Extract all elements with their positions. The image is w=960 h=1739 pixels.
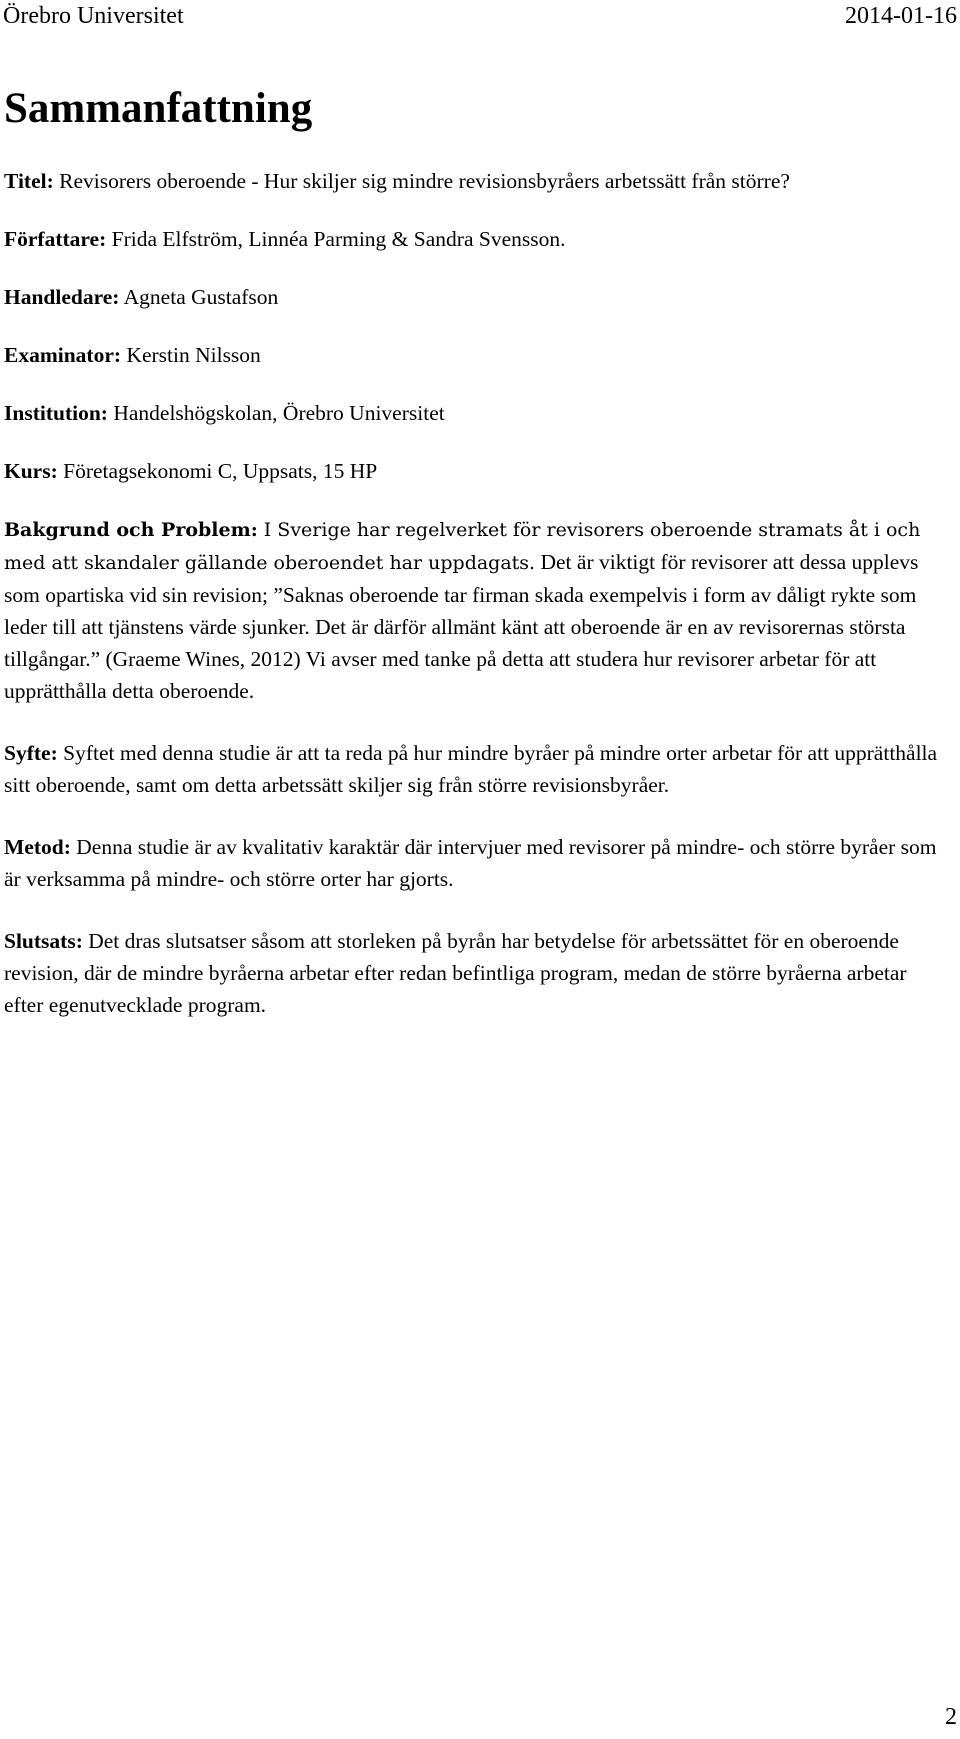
meta-examiner-label: Examinator: bbox=[4, 343, 122, 367]
background-label: Bakgrund och Problem: bbox=[4, 519, 258, 541]
meta-course bbox=[4, 455, 950, 487]
conclusion-text: Det dras slutsatser såsom att storleken på byrån har betydelse för arbetssättet för en oberoende revision, där de mindre byråerna arbetar efter redan befintliga program, medan de större byråerna arbetar efter egenutvecklade program. bbox=[4, 929, 907, 1017]
method-text: Denna studie är av kvalitativ karaktär där intervjuer med revisorer på mindre- och större byråer som är verksamma på mindre- och större orter har gjorts. bbox=[4, 835, 937, 891]
meta-institution-label: Institution: bbox=[4, 401, 108, 425]
header-institution: Örebro Universitet bbox=[3, 3, 184, 29]
meta-authors bbox=[4, 223, 950, 255]
method-label: Metod: bbox=[4, 835, 71, 859]
meta-title bbox=[4, 165, 950, 197]
background-text-part1: I Sverige har regelverket för revisorers oberoende stramats åt i och med att skandaler gällande oberoendet har uppdagats. bbox=[4, 519, 921, 574]
meta-authors-label: Författare: bbox=[4, 227, 107, 251]
meta-authors-text: Frida Elfström, Linnéa Parming & Sandra Svensson. bbox=[106, 227, 566, 251]
meta-supervisor bbox=[4, 281, 950, 313]
summary-body bbox=[4, 165, 950, 1021]
meta-examiner bbox=[4, 339, 950, 371]
background-text-part2: Det är viktigt för revisorer att dessa upplevs som opartiska vid sin revision; ”Saknas oberoende tar firman skada exempelvis i form av dåligt rykte som leder till att tjänstens värde sjunker. Det är därför allmänt känt att oberoende är en av revisorernas största tillgångar.” (Graeme Wines, 2012) Vi avser med tanke på detta att studera hur revisorer arbetar för att upprätthålla detta oberoende. bbox=[4, 550, 919, 703]
page-title: Sammanfattning bbox=[4, 85, 313, 132]
purpose-text: Syftet med denna studie är att ta reda på hur mindre byråer på mindre orter arbetar för att upprätthålla sitt oberoende, samt om detta arbetssätt skiljer sig från större revisionsbyråer. bbox=[4, 741, 938, 797]
header-date: 2014-01-16 bbox=[845, 3, 957, 29]
conclusion-label: Slutsats: bbox=[4, 929, 83, 953]
meta-title-text: Revisorers oberoende - Hur skiljer sig mindre revisionsbyråers arbetssätt från större? bbox=[53, 169, 790, 193]
page-number: 2 bbox=[945, 1704, 957, 1730]
meta-course-text: Företagsekonomi C, Uppsats, 15 HP bbox=[57, 459, 378, 483]
meta-course-label: Kurs: bbox=[4, 459, 58, 483]
meta-title-label: Titel: bbox=[4, 169, 54, 193]
meta-institution-text: Handelshögskolan, Örebro Universitet bbox=[107, 401, 445, 425]
meta-supervisor-label: Handledare: bbox=[4, 285, 120, 309]
meta-examiner-text: Kerstin Nilsson bbox=[121, 343, 261, 367]
purpose-label: Syfte: bbox=[4, 741, 58, 765]
meta-institution bbox=[4, 397, 950, 429]
method-paragraph bbox=[4, 831, 950, 895]
purpose-paragraph bbox=[4, 737, 950, 801]
conclusion-paragraph bbox=[4, 925, 950, 1021]
background-paragraph bbox=[4, 513, 950, 707]
meta-supervisor-text: Agneta Gustafson bbox=[119, 285, 279, 309]
